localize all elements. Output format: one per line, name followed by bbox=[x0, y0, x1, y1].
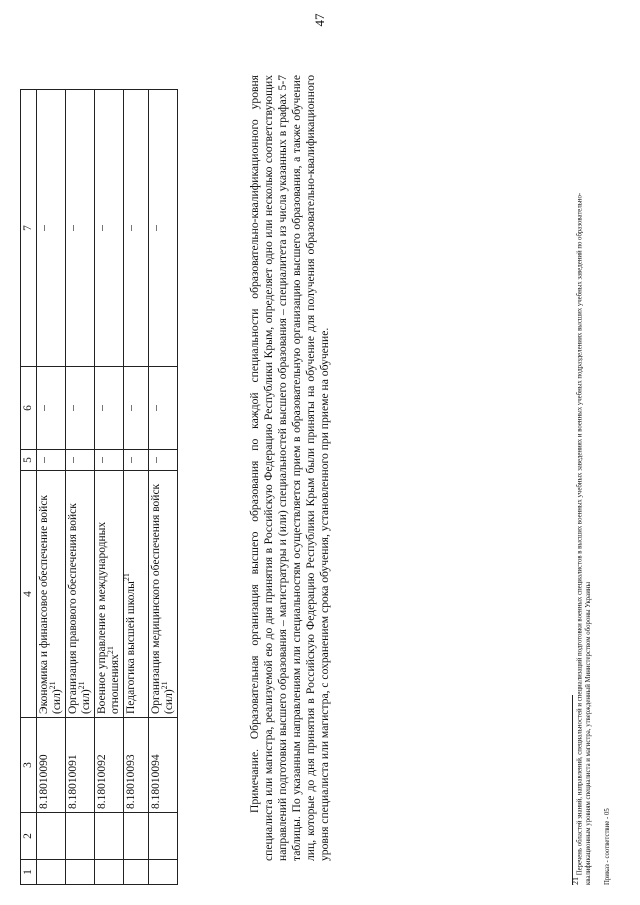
cell-col2 bbox=[37, 813, 66, 860]
specialty-name: Педагогика высшей школы bbox=[125, 581, 137, 714]
cell-col2 bbox=[66, 813, 95, 860]
specialty-name: Экономика и финансовое обеспечение войск (сил) bbox=[38, 494, 63, 714]
cell-col7: – bbox=[124, 90, 149, 367]
cell-code: 8.18010092 bbox=[95, 718, 124, 813]
cell-name bbox=[95, 471, 124, 718]
specialty-name: Военное управление в международных отношениях bbox=[96, 521, 121, 714]
cell-col1 bbox=[95, 860, 124, 885]
table-row bbox=[37, 90, 66, 885]
table-row bbox=[124, 90, 149, 885]
col-header-7: 7 bbox=[21, 90, 37, 367]
cell-code: 8.18010090 bbox=[37, 718, 66, 813]
specialty-name: Организация медицинского обеспечения войск (сил) bbox=[150, 483, 175, 714]
cell-name bbox=[66, 471, 95, 718]
footnote-ref: 21 bbox=[48, 681, 58, 690]
cell-name bbox=[124, 471, 149, 718]
specialties-table bbox=[20, 89, 178, 885]
cell-col6: – bbox=[66, 367, 95, 450]
cell-code: 8.18010093 bbox=[124, 718, 149, 813]
cell-col5: – bbox=[95, 450, 124, 471]
cell-col7: – bbox=[66, 90, 95, 367]
order-reference: Приказ - соответствие - 05 bbox=[604, 808, 611, 885]
table-row bbox=[66, 90, 95, 885]
cell-col6: – bbox=[37, 367, 66, 450]
col-header-1: 1 bbox=[21, 860, 37, 885]
cell-col6: – bbox=[124, 367, 149, 450]
cell-name bbox=[37, 471, 66, 718]
col-header-5: 5 bbox=[21, 450, 37, 471]
cell-col6: – bbox=[95, 367, 124, 450]
col-header-3: 3 bbox=[21, 718, 37, 813]
note-paragraph: Примечание. Образовательная организация высшего образования по каждой специальности образовательно-квалификационного уровня специалиста или магистра, реализуемой ею до дня принятия в Российскую Федерацию Республики Крым, определяет одно или несколько соответствующих направлений подготовки высшего образования – магистратуры и (или) специальностей высшего образования – специалитета из числа указанных в графах 5-7 таблицы. По указанным направлениям или специальностям осуществляется прием в образовательную организацию высшего образования, а также обучение лиц, которые до дня принятия в Российскую Федерацию Республики Крым были приняты на обучение для получения образовательно-квалификационного уровня специалиста или магистра, с сохранением срока обучения, установленного при приеме на обучение. bbox=[248, 75, 332, 861]
footnote-ref: 21 bbox=[122, 573, 132, 582]
cell-col5: – bbox=[66, 450, 95, 471]
footnote-text: Перечень областей знаний, направлений, специальностей и специализаций подготовки военных специалистов в высших военных учебных заведениях и военных учебных подразделениях высших учебных заведений по образовательно-квалификационным уровням специалиста и магистра, утвержденный Министерством обороны Украины bbox=[576, 192, 592, 885]
col-header-4: 4 bbox=[21, 471, 37, 718]
cell-col2 bbox=[95, 813, 124, 860]
cell-col7: – bbox=[37, 90, 66, 367]
footnote-ref: 21 bbox=[160, 681, 170, 690]
footnote-divider bbox=[572, 695, 573, 885]
specialty-name: Организация правового обеспечения войск (сил) bbox=[67, 503, 92, 714]
footnote-ref: 21 bbox=[77, 681, 87, 690]
footnote bbox=[571, 185, 593, 885]
cell-col5: – bbox=[124, 450, 149, 471]
cell-col2 bbox=[124, 813, 149, 860]
cell-name bbox=[149, 471, 178, 718]
table-header-row bbox=[21, 90, 37, 885]
footnote-mark: 21 bbox=[571, 877, 580, 885]
cell-code: 8.18010091 bbox=[66, 718, 95, 813]
page-number: 47 bbox=[312, 13, 327, 27]
cell-col5: – bbox=[149, 450, 178, 471]
rotated-page-content bbox=[20, 25, 620, 885]
col-header-2: 2 bbox=[21, 813, 37, 860]
col-header-6: 6 bbox=[21, 367, 37, 450]
cell-col1 bbox=[66, 860, 95, 885]
cell-col1 bbox=[37, 860, 66, 885]
cell-col5: – bbox=[37, 450, 66, 471]
cell-code: 8.18010094 bbox=[149, 718, 178, 813]
cell-col6: – bbox=[149, 367, 178, 450]
cell-col1 bbox=[124, 860, 149, 885]
footnote-ref: 21 bbox=[106, 646, 116, 655]
table-row bbox=[95, 90, 124, 885]
cell-col7: – bbox=[95, 90, 124, 367]
cell-col2 bbox=[149, 813, 178, 860]
table-row bbox=[149, 90, 178, 885]
cell-col1 bbox=[149, 860, 178, 885]
cell-col7: – bbox=[149, 90, 178, 367]
